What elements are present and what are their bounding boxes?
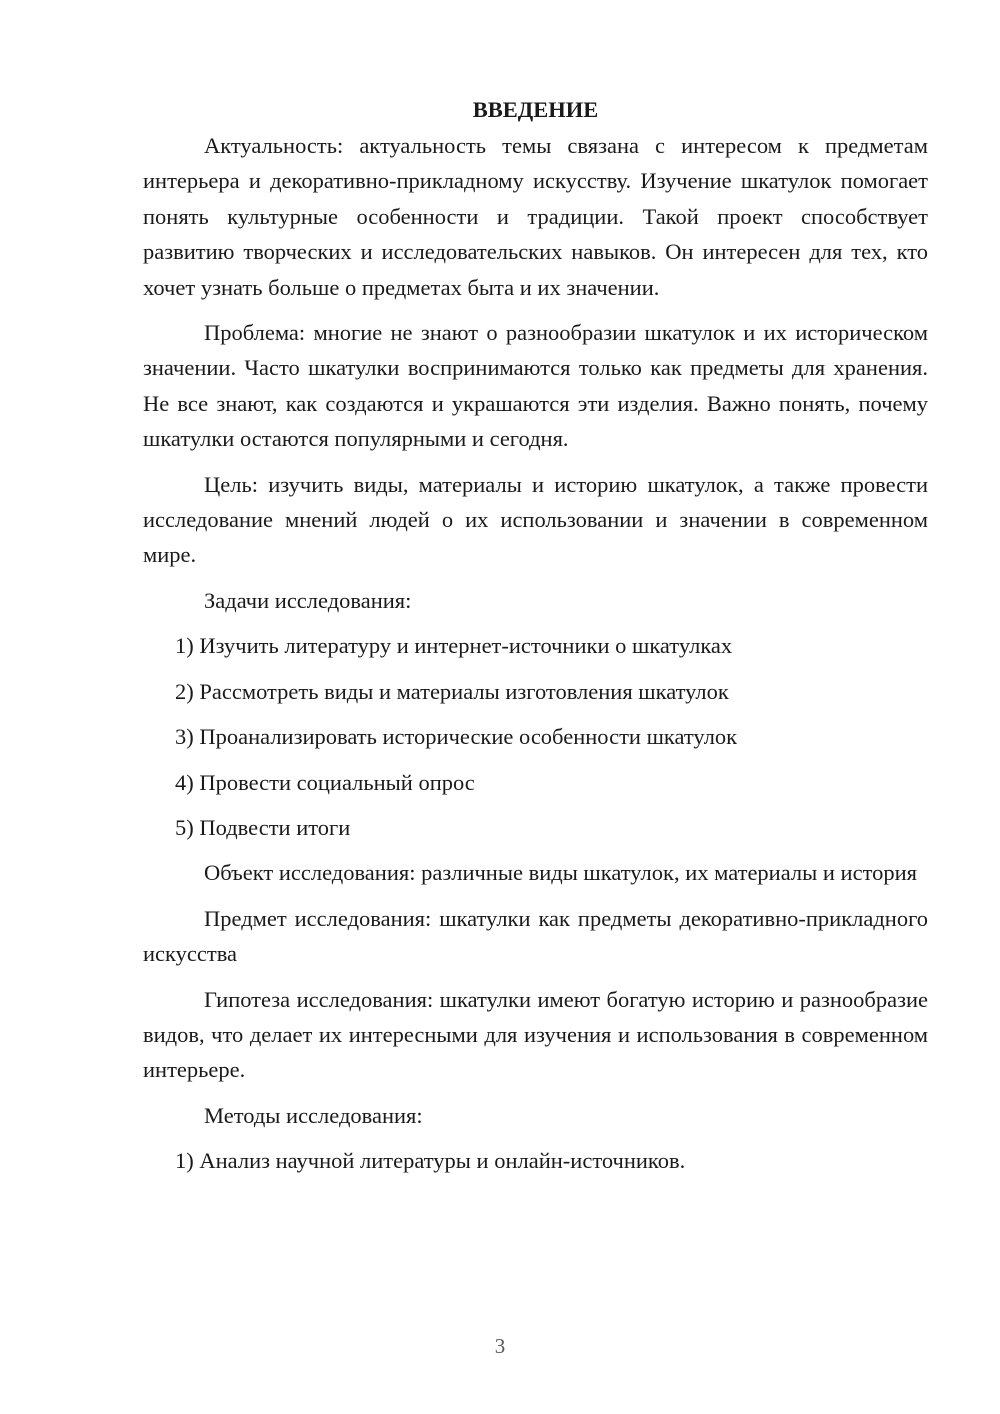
- hypothesis-paragraph: Гипотеза исследования: шкатулки имеют богатую историю и разнообразие видов, что делает их интересными для изучения и использования в современном интерьере.: [143, 986, 928, 1083]
- task-item: 1) Изучить литературу и интернет-источники о шкатулках: [175, 633, 733, 659]
- task-item: 4) Провести социальный опрос: [175, 769, 475, 795]
- object-paragraph: Объект исследования: различные виды шкатулок, их материалы и история: [204, 860, 918, 886]
- problem-paragraph: Проблема: многие не знают о разнообразии шкатулок и их историческом значении. Часто шкатулки воспринимаются только как предметы для хранения. Не все знают, как создаются и украшаются эти изделия. Важно понять, почему шкатулки остаются популярными и сегодня.: [143, 320, 928, 452]
- method-item: 1) Анализ научной литературы и онлайн-источников.: [175, 1148, 686, 1174]
- subject-paragraph: Предмет исследования: шкатулки как предметы декоративно-прикладного искусства: [143, 905, 928, 967]
- relevance-paragraph: Актуальность: актуальность темы связана с интересом к предметам интерьера и декоративно-прикладному искусству. Изучение шкатулок помогает понять культурные особенности и традиции. Такой проект способствует развитию творческих и исследовательских навыков. Он интересен для тех, кто хочет узнать больше о предметах быта и их значении.: [143, 133, 928, 300]
- page-number: 3: [494, 1334, 506, 1358]
- goal-paragraph: Цель: изучить виды, материалы и историю шкатулок, а также провести исследование мнений людей о их использовании и значении в современном мире.: [143, 471, 928, 568]
- task-item: 2) Рассмотреть виды и материалы изготовления шкатулок: [175, 678, 729, 704]
- methods-heading: Методы исследования:: [204, 1102, 423, 1128]
- task-item: 3) Проанализировать исторические особенности шкатулок: [175, 724, 738, 750]
- tasks-heading: Задачи исследования:: [204, 587, 412, 613]
- section-title: ВВЕДЕНИЕ: [472, 97, 599, 122]
- document-page: [143, 92, 928, 1189]
- task-item: 5) Подвести итоги: [175, 814, 351, 840]
